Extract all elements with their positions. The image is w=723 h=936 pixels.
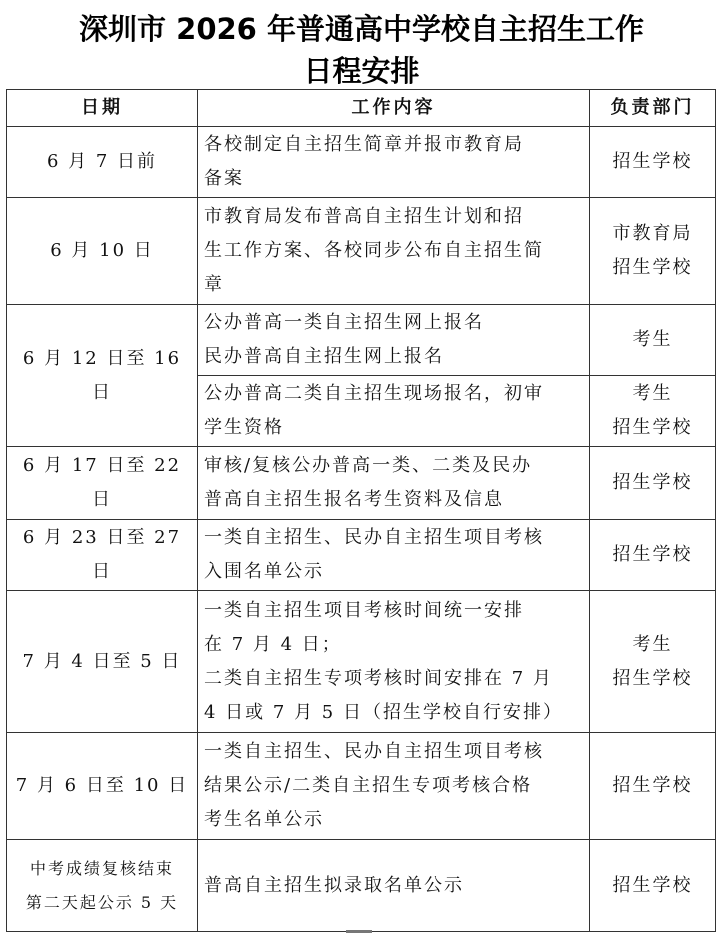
content-line: 市教育局发布普高自主招生计划和招 [204,206,524,227]
content-line: 普高自主招生拟录取名单公示 [204,874,464,896]
dept-cell [590,520,716,591]
content-line: 二类自主招生专项考核时间安排在 7 月 [204,667,553,689]
dept-line: 考生 [632,633,673,655]
content-line: 结果公示/二类自主招生专项考核合格 [204,775,533,796]
dept-line: 招生学校 [612,151,693,172]
date-cell: 7 月 4 日至 5 日 [7,591,198,733]
table-row [7,198,716,305]
dept-line: 招生学校 [612,544,693,565]
table-row [7,520,716,591]
content-line: 入围名单公示 [204,561,324,582]
dept-line: 考生 [632,329,673,350]
content-cell [198,447,590,520]
dept-cell [590,198,716,305]
table-row [7,127,716,198]
table-row [7,840,716,932]
content-line: 审核/复核公办普高一类、二类及民办 [204,455,533,476]
content-cell [198,376,590,447]
dept-line: 市教育局 [612,223,693,244]
dept-cell [590,305,716,376]
dept-line: 考生 [632,383,673,404]
schedule-table [6,89,716,932]
content-line: 公办普高一类自主招生网上报名 [204,312,484,333]
date-cell: 6 月 10 日 [7,198,198,305]
content-line: 公办普高二类自主招生现场报名，初审 [204,383,544,404]
dept-cell [590,127,716,198]
content-line: 普高自主招生报名考生资料及信息 [204,489,504,510]
date-line: 中考成绩复核结束 [29,858,174,878]
content-line: 在 7 月 4 日； [204,633,342,655]
dept-line: 招生学校 [612,667,693,689]
date-line: 第二天起公示 5 天 [25,892,179,912]
dept-cell [590,733,716,840]
date-cell: 6 月 7 日前 [7,127,198,198]
table-header-row [7,90,716,127]
date-cell: 6 月 12 日至 16 日 [7,305,198,447]
dept-line: 招生学校 [612,775,693,796]
dept-line: 招生学校 [612,874,693,896]
content-cell [198,733,590,840]
content-cell [198,840,590,932]
date-cell [7,840,198,932]
content-cell [198,520,590,591]
content-line: 4 日或 7 月 5 日（招生学校自行安排） [204,701,563,723]
header-content: 工作内容 [198,90,590,127]
title-line-2: 日程安排 [303,54,420,88]
dept-line: 招生学校 [612,472,693,493]
content-line: 一类自主招生、民办自主招生项目考核 [204,741,544,762]
page-edge-mark [346,930,372,933]
content-line: 各校制定自主招生简章并报市教育局 [204,134,524,155]
header-dept: 负责部门 [590,90,716,127]
content-cell [198,591,590,733]
content-line: 备案 [204,168,244,189]
table-row [7,591,716,733]
content-line: 生工作方案、各校同步公布自主招生简 [204,240,544,261]
dept-cell [590,447,716,520]
content-line: 民办普高自主招生网上报名 [204,346,444,367]
dept-line: 招生学校 [612,257,693,278]
page-title [0,8,723,92]
dept-cell [590,840,716,932]
content-line: 章 [204,274,224,295]
dept-line: 招生学校 [612,417,693,438]
date-cell: 6 月 17 日至 22 日 [7,447,198,520]
content-line: 一类自主招生项目考核时间统一安排 [204,599,524,621]
date-cell: 7 月 6 日至 10 日 [7,733,198,840]
table-row [7,733,716,840]
date-cell: 6 月 23 日至 27 日 [7,520,198,591]
content-line: 考生名单公示 [204,809,324,830]
table-row [7,305,716,376]
table-row [7,447,716,520]
content-cell [198,127,590,198]
content-line: 学生资格 [204,417,284,438]
content-line: 一类自主招生、民办自主招生项目考核 [204,527,544,548]
title-line-1: 深圳市 2026 年普通高中学校自主招生工作 [79,12,644,46]
dept-cell [590,376,716,447]
content-cell [198,198,590,305]
dept-cell [590,591,716,733]
header-date: 日期 [7,90,198,127]
content-cell [198,305,590,376]
